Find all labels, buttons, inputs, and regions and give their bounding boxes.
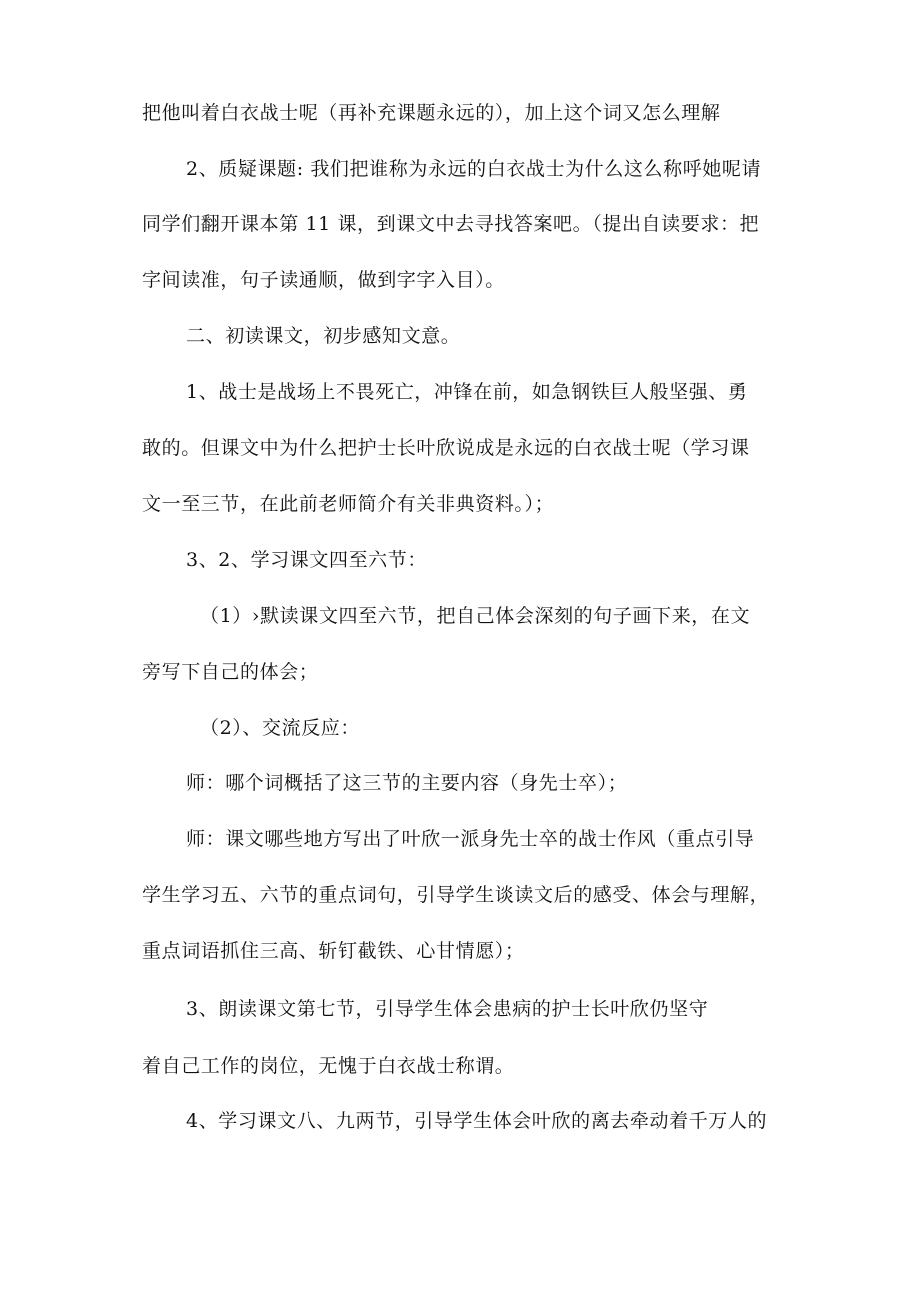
text-line: （1）›默读课文四至六节，把自己体会深刻的句子画下来，在文: [200, 605, 751, 627]
text-line: 3、2、学习课文四至六节：: [186, 549, 427, 571]
text-line: （2）、交流反应：: [200, 717, 360, 739]
text-line: 把他叫着白衣战士呢（再补充课题永远的），加上这个词又怎么理解: [142, 102, 721, 124]
text-line: 师：哪个词概括了这三节的主要内容（身先士卒）；: [186, 772, 628, 794]
text-line: 1、战士是战场上不畏死亡，冲锋在前，如急钢铁巨人般坚强、勇: [186, 381, 748, 403]
text-line: 重点词语抓住三高、斩钉截铁、心甘情愿）；: [142, 940, 525, 962]
text-line: 字间读准，句子读通顺，做到字字入目）。: [142, 269, 505, 291]
text-line: 师：课文哪些地方写出了叶欣一派身先士卒的战士作风（重点引导: [186, 828, 755, 850]
text-line: 3、朗读课文第七节，引导学生体会患病的护士长叶欣仍坚守: [186, 998, 709, 1020]
text-line: 文一至三节，在此前老师简介有关非典资料。）；: [142, 493, 555, 515]
text-line: 旁写下自己的体会；: [142, 661, 319, 683]
text-line: 二、初读课文，初步感知文意。: [186, 325, 461, 347]
text-line: 2、质疑课题: 我们把谁称为永远的白衣战士为什么这么称呼她呢请: [186, 158, 762, 180]
text-line: 着自己工作的岗位，无愧于白衣战士称谓。: [142, 1055, 515, 1077]
text-line: 敢的。但课文中为什么把护士长叶欣说成是永远的白衣战士呢（学习课: [142, 437, 750, 459]
text-line: 学生学习五、六节的重点词句，引导学生谈读文后的感受、体会与理解，: [142, 884, 770, 906]
text-line: 4、学习课文八、九两节，引导学生体会叶欣的离去牵动着千万人的: [186, 1110, 768, 1132]
text-line: 同学们翻开课本第 11 课，到课文中去寻找答案吧。（提出自读要求：把: [142, 213, 760, 235]
